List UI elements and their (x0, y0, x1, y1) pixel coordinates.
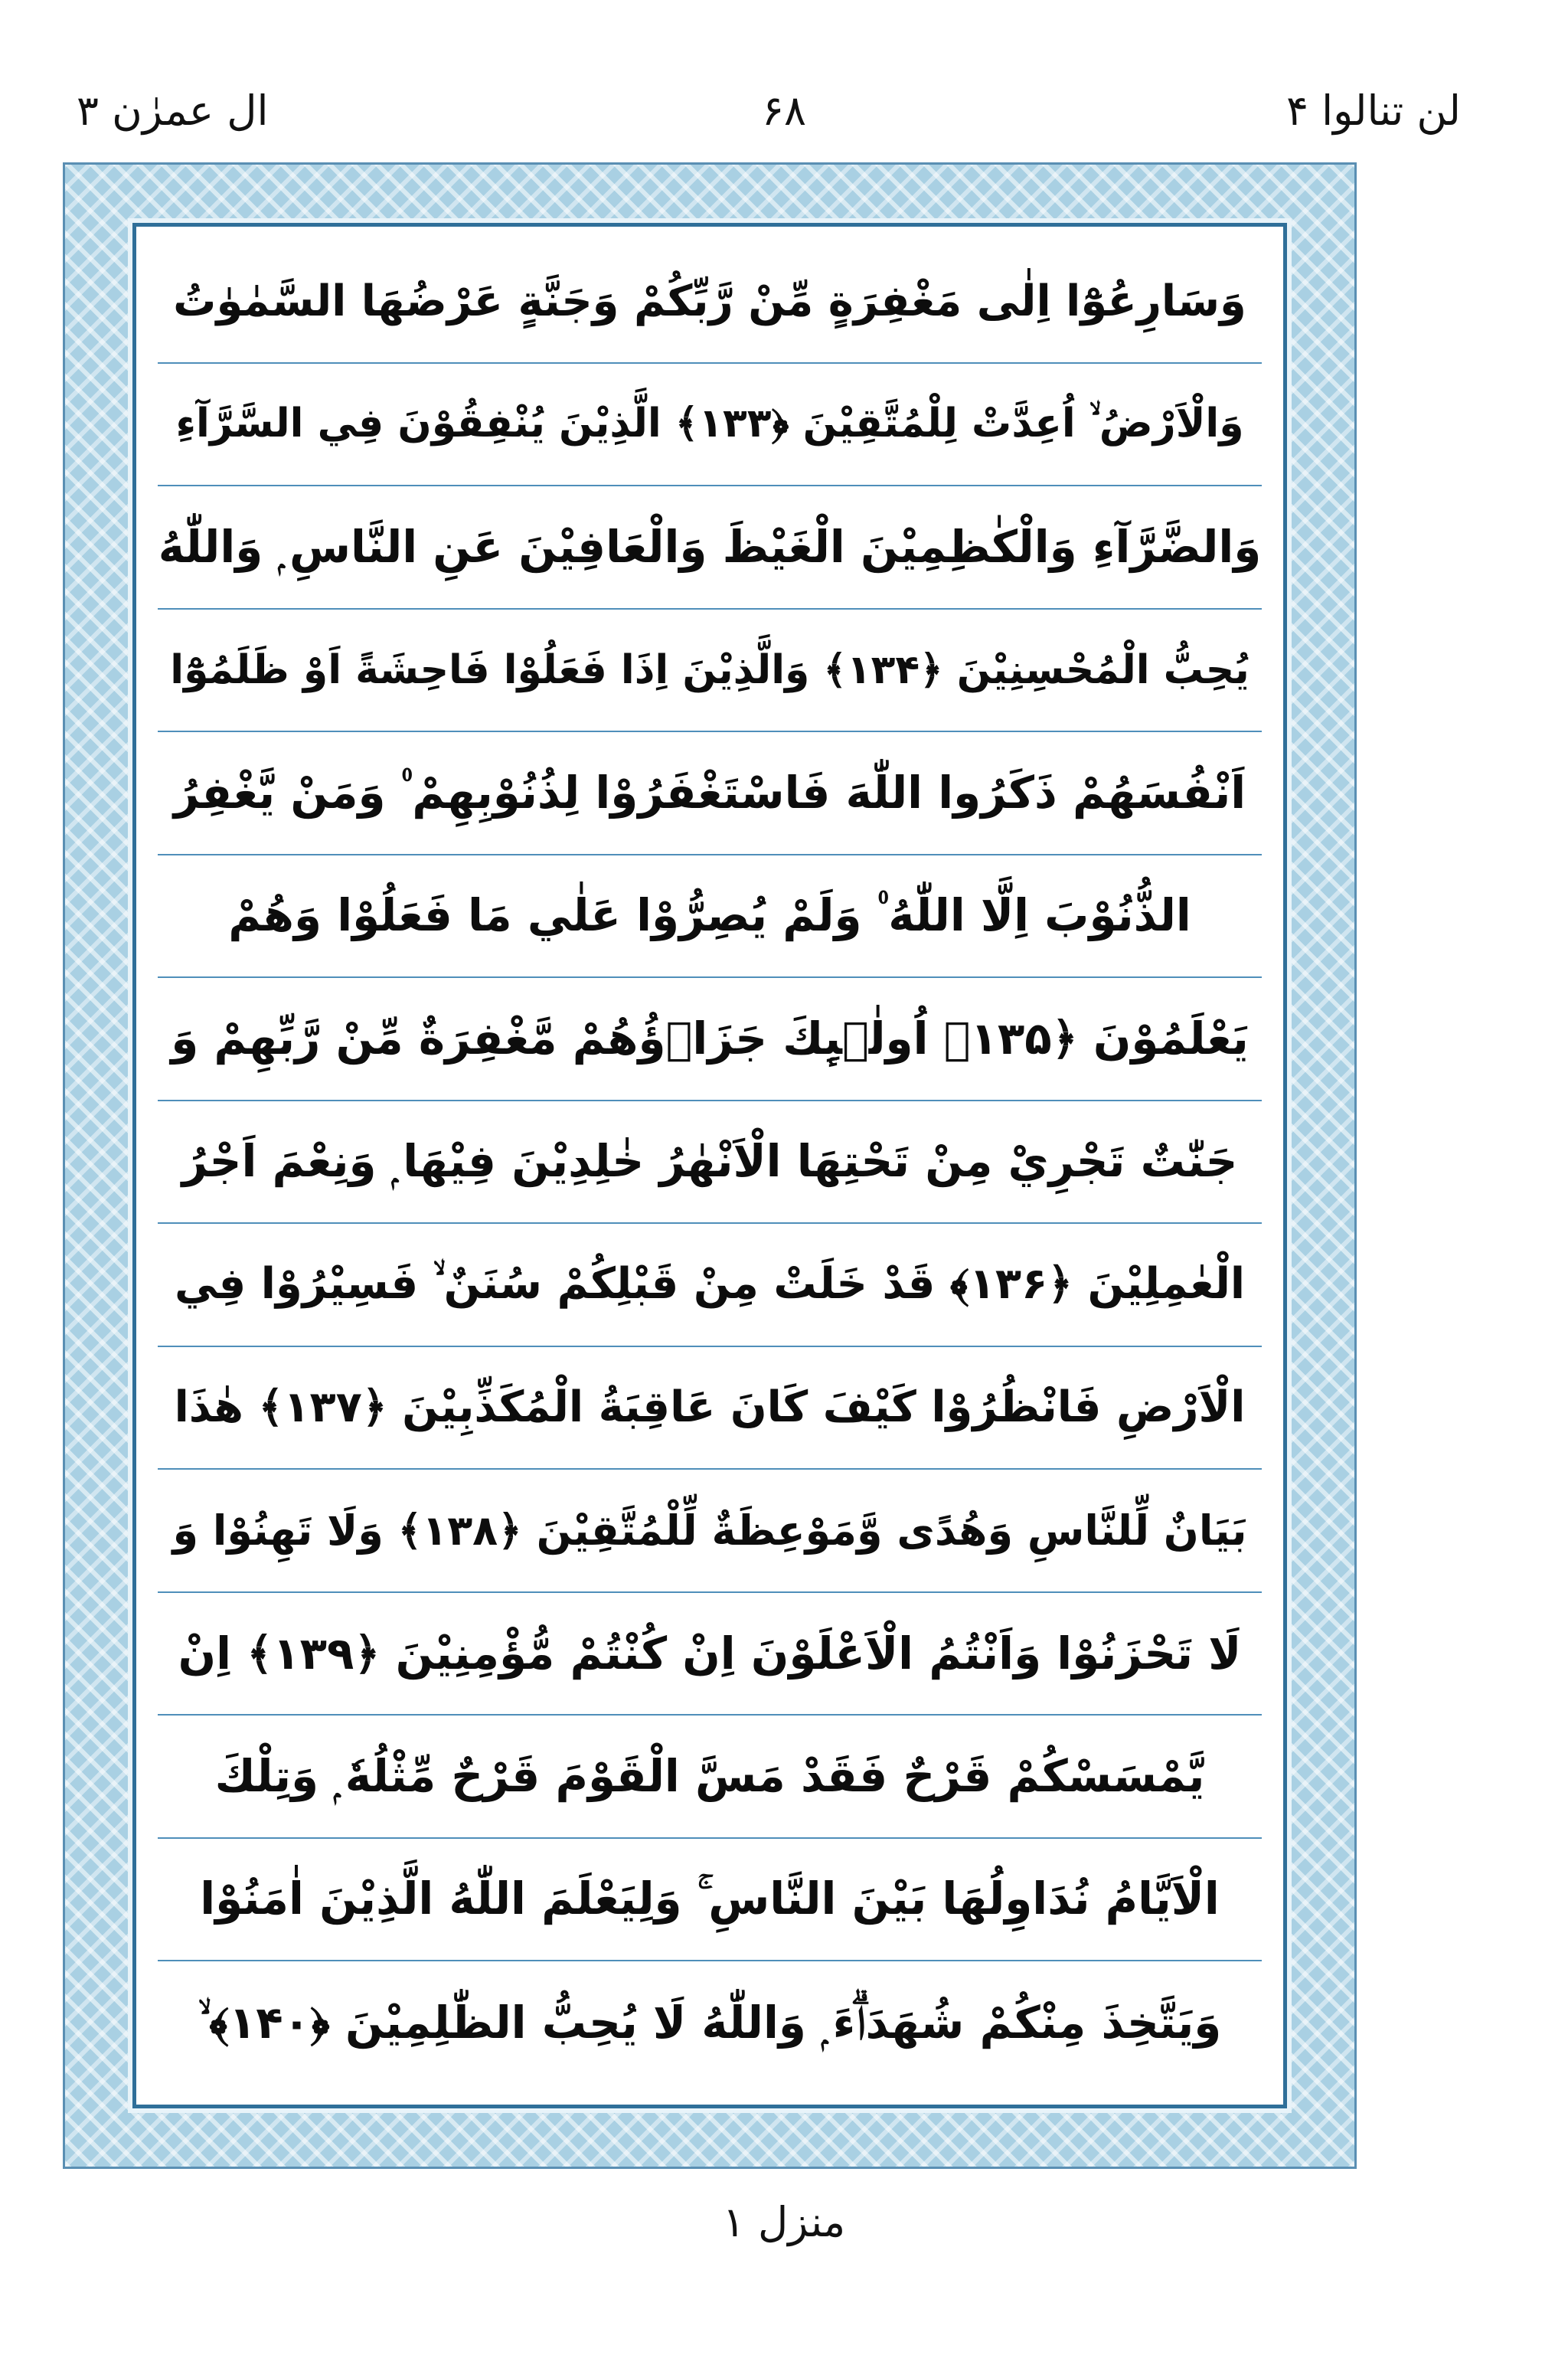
verse-line-13: يَّمْسَسْكُمْ قَرْحٌ فَقَدْ مَسَّ الْقَوْمَ قَرْحٌ مِّثْلُهٗ ۭ وَتِلْكَ (158, 1716, 1262, 1839)
verse-line-10: الْاَرْضِ فَانْظُرُوْا كَيْفَ كَانَ عَاقِبَةُ الْمُكَذِّبِيْنَ ﴿۱۳۷﴾ ھٰذَا (158, 1347, 1262, 1470)
verse-line-9: الْعٰمِلِيْنَ ﴿۱۳۶﴾ قَدْ خَلَتْ مِنْ قَبْلِكُمْ سُنَنٌ ۙ فَسِيْرُوْا فِي (158, 1224, 1262, 1347)
verse-line-5: اَنْفُسَھُمْ ذَكَرُوا اللّٰهَ فَاسْتَغْفَرُوْا لِذُنُوْبِهِمْ ۠ وَمَنْ يَّغْفِرُ (158, 732, 1262, 855)
surah-name: ال عمرٰن ۳ (77, 87, 269, 135)
verse-line-3: وَالضَّرَّآءِ وَالْكٰظِمِيْنَ الْغَيْظَ وَالْعَافِيْنَ عَنِ النَّاسِ ۭ وَاللّٰهُ (158, 486, 1262, 610)
ornamental-border (63, 162, 1357, 2169)
verse-line-12: لَا تَحْزَنُوْا وَاَنْتُمُ الْاَعْلَوْنَ اِنْ كُنْتُمْ مُّؤْمِنِيْنَ ﴿۱۳۹﴾ اِنْ (158, 1593, 1262, 1716)
verse-line-14: الْاَيَّامُ نُدَاوِلُھَا بَيْنَ النَّاسِ ۚ وَلِيَعْلَمَ اللّٰهُ الَّذِيْنَ اٰمَنُوْا (158, 1839, 1262, 1962)
page-header (0, 69, 1568, 153)
verse-line-11: بَيَانٌ لِّلنَّاسِ وَھُدًى وَّمَوْعِظَةٌ لِّلْمُتَّقِيْنَ ﴿۱۳۸﴾ وَلَا تَهِنُوْا وَ (158, 1470, 1262, 1593)
verse-line-2: وَالْاَرْضُ ۙ اُعِدَّتْ لِلْمُتَّقِيْنَ ﴿۱۳۳﴾ الَّذِيْنَ يُنْفِقُوْنَ فِي السَّرَّآءِ (158, 364, 1262, 487)
verse-line-6: الذُّنُوْبَ اِلَّا اللّٰهُ ۠ وَلَمْ يُصِرُّوْا عَلٰي مَا فَعَلُوْا وَھُمْ (158, 855, 1262, 979)
verse-line-15: وَيَتَّخِذَ مِنْكُمْ شُهَدَاۗءَ ۭ وَاللّٰهُ لَا يُحِبُّ الظّٰلِمِيْنَ ﴿۱۴۰﴾ ۙ (198, 1996, 1222, 2049)
verse-line-4: يُحِبُّ الْمُحْسِنِيْنَ ﴿۱۳۴﴾ وَالَّذِيْنَ اِذَا فَعَلُوْا فَاحِشَةً اَوْ ظَلَمُوْٓا (158, 610, 1262, 733)
para-name: لن تنالوا ۴ (1285, 87, 1461, 135)
verse-line-1: وَسَارِعُوْٓا اِلٰى مَغْفِرَةٍ مِّنْ رَّبِّكُمْ وَجَنَّةٍ عَرْضُهَا السَّمٰوٰتُ (158, 240, 1262, 364)
page-number: ۶۸ (761, 87, 806, 135)
manzil-label: منزل ۱ (722, 2198, 846, 2246)
verse-line-7: يَعْلَمُوْنَ ﴿۱۳۵﴾ اُولٰۗىِٕكَ جَزَاۗؤُھُمْ مَّغْفِرَةٌ مِّنْ رَّبِّھِمْ وَ (158, 978, 1262, 1101)
verse-line-8: جَنّٰتٌ تَجْرِيْ مِنْ تَحْتِهَا الْاَنْهٰرُ خٰلِدِيْنَ فِيْهَا ۭ وَنِعْمَ اَجْرُ (158, 1101, 1262, 1225)
text-panel (132, 223, 1287, 2108)
verse-lines (136, 227, 1283, 2105)
